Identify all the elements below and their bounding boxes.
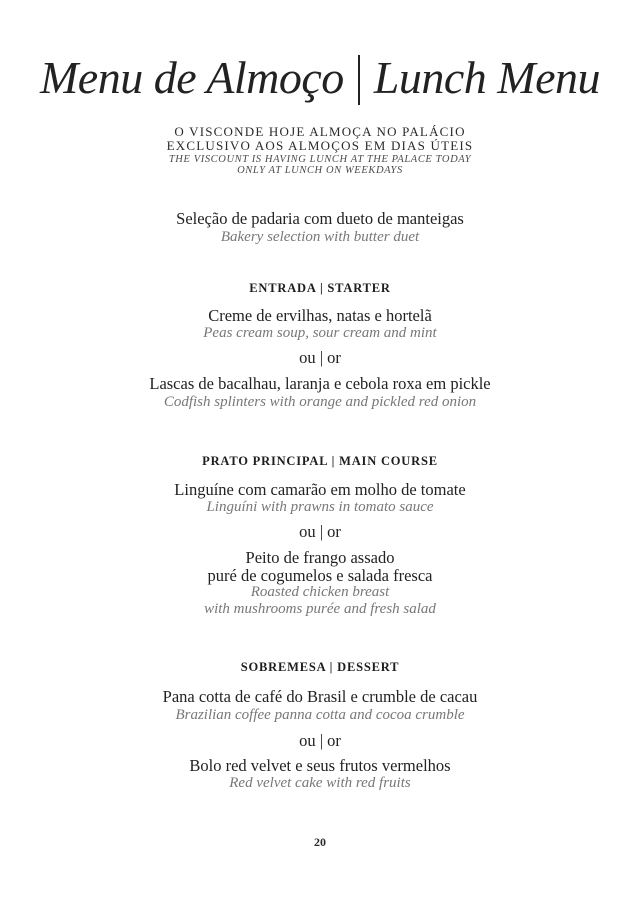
section-heading-main-course: PRATO PRINCIPAL | MAIN COURSE — [202, 454, 438, 468]
dessert-dish-1-pt: Pana cotta de café do Brasil e crumble de cacau — [162, 687, 478, 706]
bread-dish-pt: Seleção de padaria com dueto de manteigas — [176, 209, 464, 228]
subtitle-pt-line-2: EXCLUSIVO AOS ALMOÇOS EM DIAS ÚTEIS — [166, 138, 474, 153]
bread-dish-en: Bakery selection with butter duet — [220, 229, 420, 245]
main-dish-2-pt-line-2: puré de cogumelos e salada fresca — [207, 566, 433, 585]
main-dish-1-en: Linguíni with prawns in tomato sauce — [206, 499, 434, 515]
menu-title — [0, 48, 640, 108]
starter-dish-2-pt: Lascas de bacalhau, laranja e cebola roxa em pickle — [149, 374, 491, 393]
dessert-dish-2-pt: Bolo red velvet e seus frutos vermelhos — [189, 756, 451, 775]
main-dish-1-pt: Linguíne com camarão em molho de tomate — [174, 480, 466, 499]
page-number: 20 — [314, 835, 326, 849]
main-dish-2-en-line-1: Roasted chicken breast — [250, 584, 390, 600]
starter-dish-1-pt: Creme de ervilhas, natas e hortelã — [208, 306, 432, 325]
starter-or-separator: ou | or — [299, 348, 341, 367]
subtitle-pt-line-1: O VISCONDE HOJE ALMOÇA NO PALÁCIO — [174, 124, 466, 139]
subtitle-en-line-1: THE VISCOUNT IS HAVING LUNCH AT THE PALACE TODAY — [168, 154, 472, 165]
main-or-separator: ou | or — [299, 522, 341, 541]
dessert-dish-1-en: Brazilian coffee panna cotta and cocoa crumble — [175, 707, 465, 723]
dessert-dish-2-en: Red velvet cake with red fruits — [229, 775, 411, 791]
dessert-or-separator: ou | or — [299, 731, 341, 750]
subtitle-en-line-2: ONLY AT LUNCH ON WEEKDAYS — [237, 165, 403, 176]
title-divider — [358, 55, 360, 105]
section-heading-starter: ENTRADA | STARTER — [249, 281, 391, 295]
title-english: Lunch Menu — [373, 52, 601, 103]
section-heading-dessert: SOBREMESA | DESSERT — [240, 660, 400, 674]
starter-dish-1-en: Peas cream soup, sour cream and mint — [203, 325, 437, 341]
main-dish-2-pt-line-1: Peito de frango assado — [245, 548, 395, 567]
main-dish-2-en-line-2: with mushrooms purée and fresh salad — [204, 601, 436, 617]
title-portuguese: Menu de Almoço — [39, 52, 344, 103]
starter-dish-2-en: Codfish splinters with orange and pickled red onion — [163, 394, 477, 410]
